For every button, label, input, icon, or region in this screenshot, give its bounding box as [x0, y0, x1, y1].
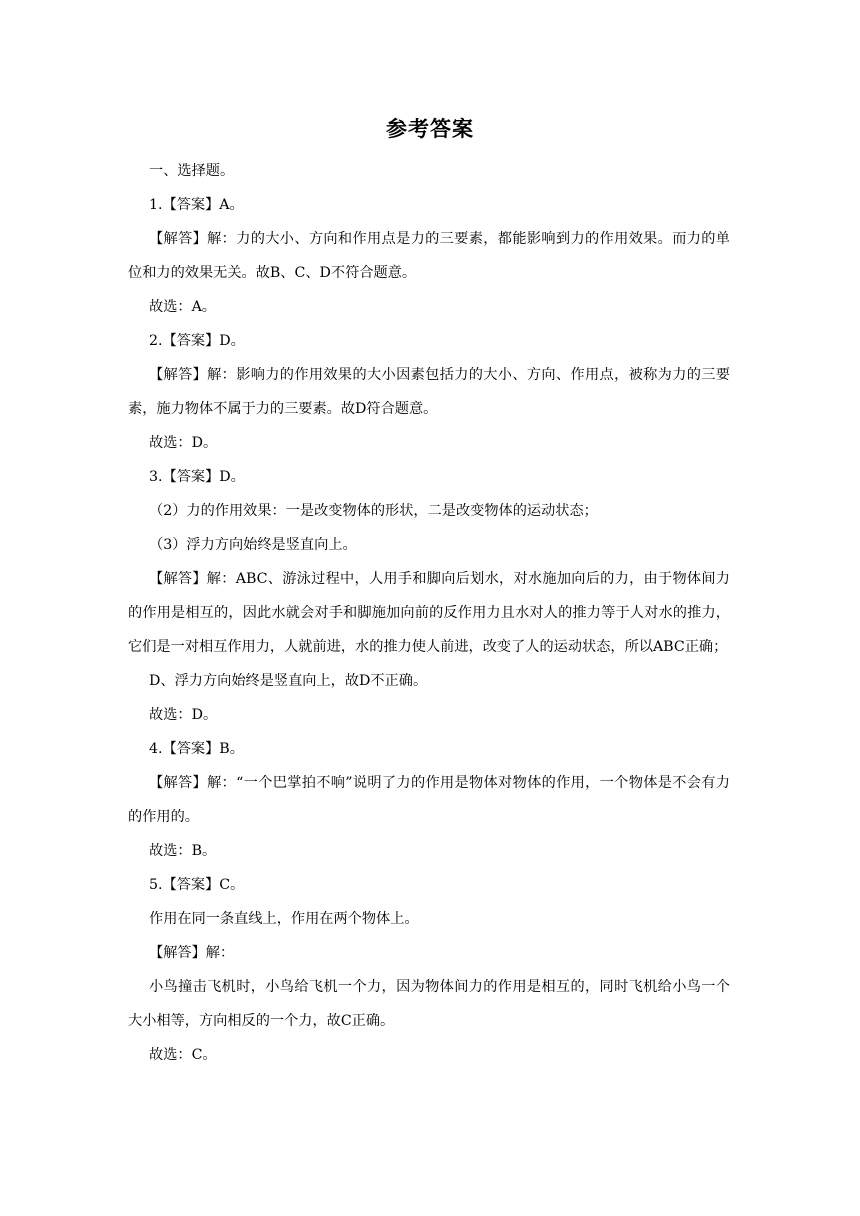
note-3-3: （3）浮力方向始终是竖直向上。: [149, 537, 357, 553]
note-5: 作用在同一条直线上，作用在两个物体上。: [149, 911, 419, 927]
explanation-3: 【解答】解：ABC、游泳过程中，人用手和脚向后划水，对水施加向后的力，由于物体间力的作用是相互的，因此水就会对手和脚施加向前的反作用力且水对人的推力等于人对水的推力，它们是一对相互作用力，人就前进，水的推力使人前进，改变了人的运动状态，所以ABC正确；: [128, 571, 730, 655]
explanation-4: 【解答】解：“一个巴掌拍不响”说明了力的作用是物体对物体的作用，一个物体是不会有力的作用的。: [128, 775, 730, 825]
explanation-5-heading: 【解答】解：: [149, 945, 235, 961]
section-heading: 一、选择题。: [149, 163, 235, 179]
answer-content: [128, 154, 730, 1072]
page-title: 参考答案: [386, 117, 474, 141]
explanation-5: 小鸟撞击飞机时，小鸟给飞机一个力，因为物体间力的作用是相互的，同时飞机给小鸟一个大小相等，方向相反的一个力，故C正确。: [128, 979, 730, 1029]
explanation-3-d: D、浮力方向始终是竖直向上，故D不正确。: [149, 673, 428, 689]
choice-2: 故选：D。: [149, 435, 218, 451]
answer-2: 2.【答案】D。: [149, 333, 245, 349]
explanation-1: 【解答】解：力的大小、方向和作用点是力的三要素，都能影响到力的作用效果。而力的单位和力的效果无关。故B、C、D不符合题意。: [128, 231, 730, 281]
answer-5: 5.【答案】C。: [149, 877, 245, 893]
note-3-2: （2）力的作用效果：一是改变物体的形状，二是改变物体的运动状态；: [149, 503, 598, 519]
choice-1: 故选：A。: [149, 299, 216, 315]
choice-3: 故选：D。: [149, 707, 218, 723]
choice-4: 故选：B。: [149, 843, 217, 859]
answer-3: 3.【答案】D。: [149, 469, 245, 485]
choice-5: 故选：C。: [149, 1047, 217, 1063]
answer-1: 1.【答案】A。: [149, 197, 244, 213]
explanation-2: 【解答】解：影响力的作用效果的大小因素包括力的大小、方向、作用点，被称为力的三要素，施力物体不属于力的三要素。故D符合题意。: [128, 367, 730, 417]
answer-4: 4.【答案】B。: [149, 741, 244, 757]
